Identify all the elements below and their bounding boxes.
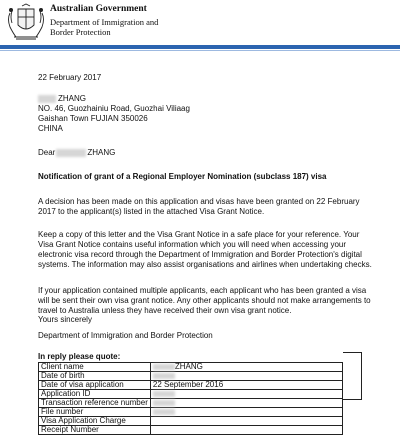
reference-value [150, 381, 342, 390]
closing: Yours sincerely [38, 315, 92, 324]
reference-value [150, 417, 342, 426]
reference-value [150, 399, 342, 408]
reference-label: Transaction reference number [39, 399, 151, 408]
salutation [38, 148, 115, 158]
paragraph-multiple-applicants: If your application contained multiple applicants, each applicant who has been granted a visa will be sent their own visa grant notice. Any other applicants should not make arrangements to travel to Australia unless they have received their own visa grant notice. [38, 286, 371, 315]
reference-label: Client name [39, 363, 151, 372]
redacted-given-name [38, 95, 56, 103]
salutation-name: ZHANG [87, 148, 116, 157]
redacted-value [153, 373, 175, 379]
reference-value [150, 390, 342, 399]
reference-label: Receipt Number [39, 426, 151, 435]
letter-date: 22 February 2017 [38, 73, 102, 82]
coat-of-arms-icon [4, 3, 48, 41]
salutation-prefix: Dear [38, 148, 56, 157]
reference-value [150, 426, 342, 435]
reference-label: Application ID [39, 390, 151, 399]
reference-table-row [39, 426, 343, 435]
reference-value [150, 363, 342, 372]
redacted-value [153, 409, 175, 415]
reference-side-box [343, 352, 362, 400]
reference-table-row [39, 399, 343, 408]
address-country: CHINA [38, 124, 63, 133]
redacted-value [153, 364, 175, 370]
reference-label: Date of birth [39, 372, 151, 381]
address-line-2: Gaishan Town FUJIAN 350026 [38, 114, 148, 123]
reference-table [38, 362, 343, 435]
address-line-1: NO. 46, Guozhainiu Road, Guozhai Viliaag [38, 104, 190, 113]
redacted-value [153, 400, 175, 406]
reference-value-text: ZHANG [174, 362, 203, 371]
redacted-value [153, 391, 175, 397]
recipient-surname: ZHANG [58, 94, 86, 103]
reply-heading: In reply please quote: [38, 352, 121, 361]
letter-subject: Notification of grant of a Regional Employer Nomination (subclass 187) visa [38, 172, 327, 181]
government-name: Australian Government [50, 4, 147, 14]
redacted-salutation-name [56, 149, 86, 157]
reference-label: File number [39, 408, 151, 417]
reference-label: Visa Application Charge [39, 417, 151, 426]
reference-label: Date of visa application [39, 381, 151, 390]
recipient-address [38, 94, 190, 134]
header-rule [0, 45, 400, 49]
paragraph-keep-copy: Keep a copy of this letter and the Visa Grant Notice in a safe place for your reference. Your Visa Grant Notice contains useful information which you will need when accessing your electronic visa record through the Department of Immigration and Border Protection's digital systems. The information may also assist organisations and airlines when undertaking checks. [38, 230, 372, 269]
signatory: Department of Immigration and Border Protection [38, 331, 213, 340]
department-name: Department of Immigration and Border Protection [50, 17, 159, 37]
reference-value [150, 408, 342, 417]
paragraph-decision: A decision has been made on this application and visas have been granted on 22 February 2017 to the applicant(s) listed in the attached Visa Grant Notice. [38, 197, 360, 216]
reference-value-text: 22 September 2016 [152, 380, 224, 389]
header-rule-thin [0, 50, 400, 51]
recipient-name-line [38, 94, 190, 104]
